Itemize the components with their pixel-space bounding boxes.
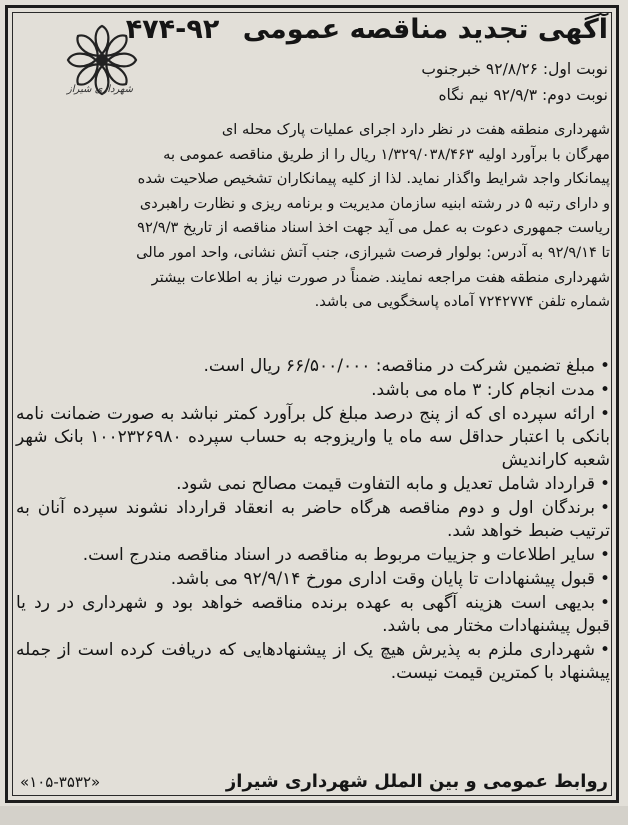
signature: روابط عمومی و بین الملل شهرداری شیراز [225, 771, 608, 792]
paragraph-line: مهرگان با برآورد اولیه ۱/۳۲۹/۰۳۸/۴۶۳ ریال را از طریق مناقصه عمومی به [163, 145, 610, 163]
condition-item: •ارائه سپرده ای که از پنج درصد مبلغ کل برآورد کمتر نباشد به صورت ضمانت نامه بانکی با اعتبار حداقل سه ماه یا واریزوجه به حساب سپرده ۱۰۰۲۳۲۶۹۸۰ بانک شهر شعبه کاراندیش [16, 404, 610, 470]
conditions-list [16, 355, 610, 686]
condition-item: •مدت انجام کار: ۳ ماه می باشد. [371, 380, 610, 400]
bullet-icon: • [599, 404, 610, 424]
ad-number: ۹۲-۴۷۴ [125, 14, 220, 45]
bullet-icon: • [599, 640, 610, 660]
first-release: نوبت اول: ۹۲/۸/۲۶ خبرجنوب [421, 60, 608, 78]
paragraph-line: شهرداری منطقه هفت در نظر دارد اجرای عملیات پارک محله ای [221, 121, 610, 138]
condition-item: •قبول پیشنهادات تا پایان وقت اداری مورخ ۹۲/۹/۱۴ می باشد. [170, 569, 610, 589]
bullet-icon: • [599, 380, 610, 400]
condition-item: •بدیهی است هزینه آگهی به عهده برنده مناقصه خواهد بود و شهرداری در رد یا قبول پیشنهادات مختار می باشد. [16, 593, 610, 636]
second-release: نوبت دوم: ۹۲/۹/۳ نیم نگاه [438, 86, 608, 104]
main-paragraph [16, 118, 610, 315]
paragraph-line: ریاست جمهوری دعوت به عمل می آید جهت اخذ اسناد مناقصه از تاریخ ۹۲/۹/۳ [137, 219, 610, 237]
condition-item: •برندگان اول و دوم مناقصه هرگاه حاضر به انعقاد قرارداد نشوند سپرده آنان به ترتیب ضبط خواهد شد. [16, 498, 610, 541]
bullet-icon: • [599, 498, 610, 518]
condition-item: •سایر اطلاعات و جزییات مربوط به مناقصه در اسناد مناقصه مندرج است. [82, 545, 610, 565]
logo-caption: شهرداری شیراز [66, 84, 134, 95]
ad-code: «۱۰۵-۳۵۳۲» [20, 773, 101, 791]
condition-item: •قرارداد شامل تعدیل و مابه التفاوت قیمت مصالح نمی شود. [176, 474, 610, 494]
ad-title [126, 14, 608, 45]
condition-item: •شهرداری ملزم به پذیرش هیچ یک از پیشنهادهایی که دریافت کرده است از جمله پیشنهاد با کمترین قیمت نیست. [16, 640, 610, 683]
paragraph-line: تا ۹۲/۹/۱۴ به آدرس: بولوار فرصت شیرازی، جنب آتش نشانی، واحد امور مالی [136, 243, 610, 261]
paragraph-line: شهرداری منطقه هفت مراجعه نمایند. ضمناً در صورت نیاز به اطلاعات بیشتر [151, 268, 610, 286]
page-bottom-strip [0, 806, 628, 825]
bullet-icon: • [599, 569, 610, 589]
paragraph-line: شماره تلفن ۷۲۴۲۷۷۴ آماده پاسخگویی می باشد. [314, 293, 610, 311]
bullet-icon: • [599, 356, 610, 376]
ad-title-text: آگهی تجدید مناقصه عمومی [242, 14, 608, 45]
bullet-icon: • [599, 545, 610, 565]
bullet-icon: • [599, 593, 610, 613]
condition-item: •مبلغ تضمین شرکت در مناقصه: ۶۶/۵۰۰/۰۰۰ ریال است. [203, 356, 610, 376]
bullet-icon: • [599, 474, 610, 494]
paragraph-line: و دارای رتبه ۵ در رشته ابنیه سازمان مدیریت و برنامه ریزی و نظارت راهبردی [139, 194, 610, 212]
ad-footer [20, 771, 608, 797]
paragraph-line: پیمانکار واجد شرایط واگذار نماید. لذا از کلیه پیمانکاران تشخیص صلاحیت شده [137, 170, 610, 188]
